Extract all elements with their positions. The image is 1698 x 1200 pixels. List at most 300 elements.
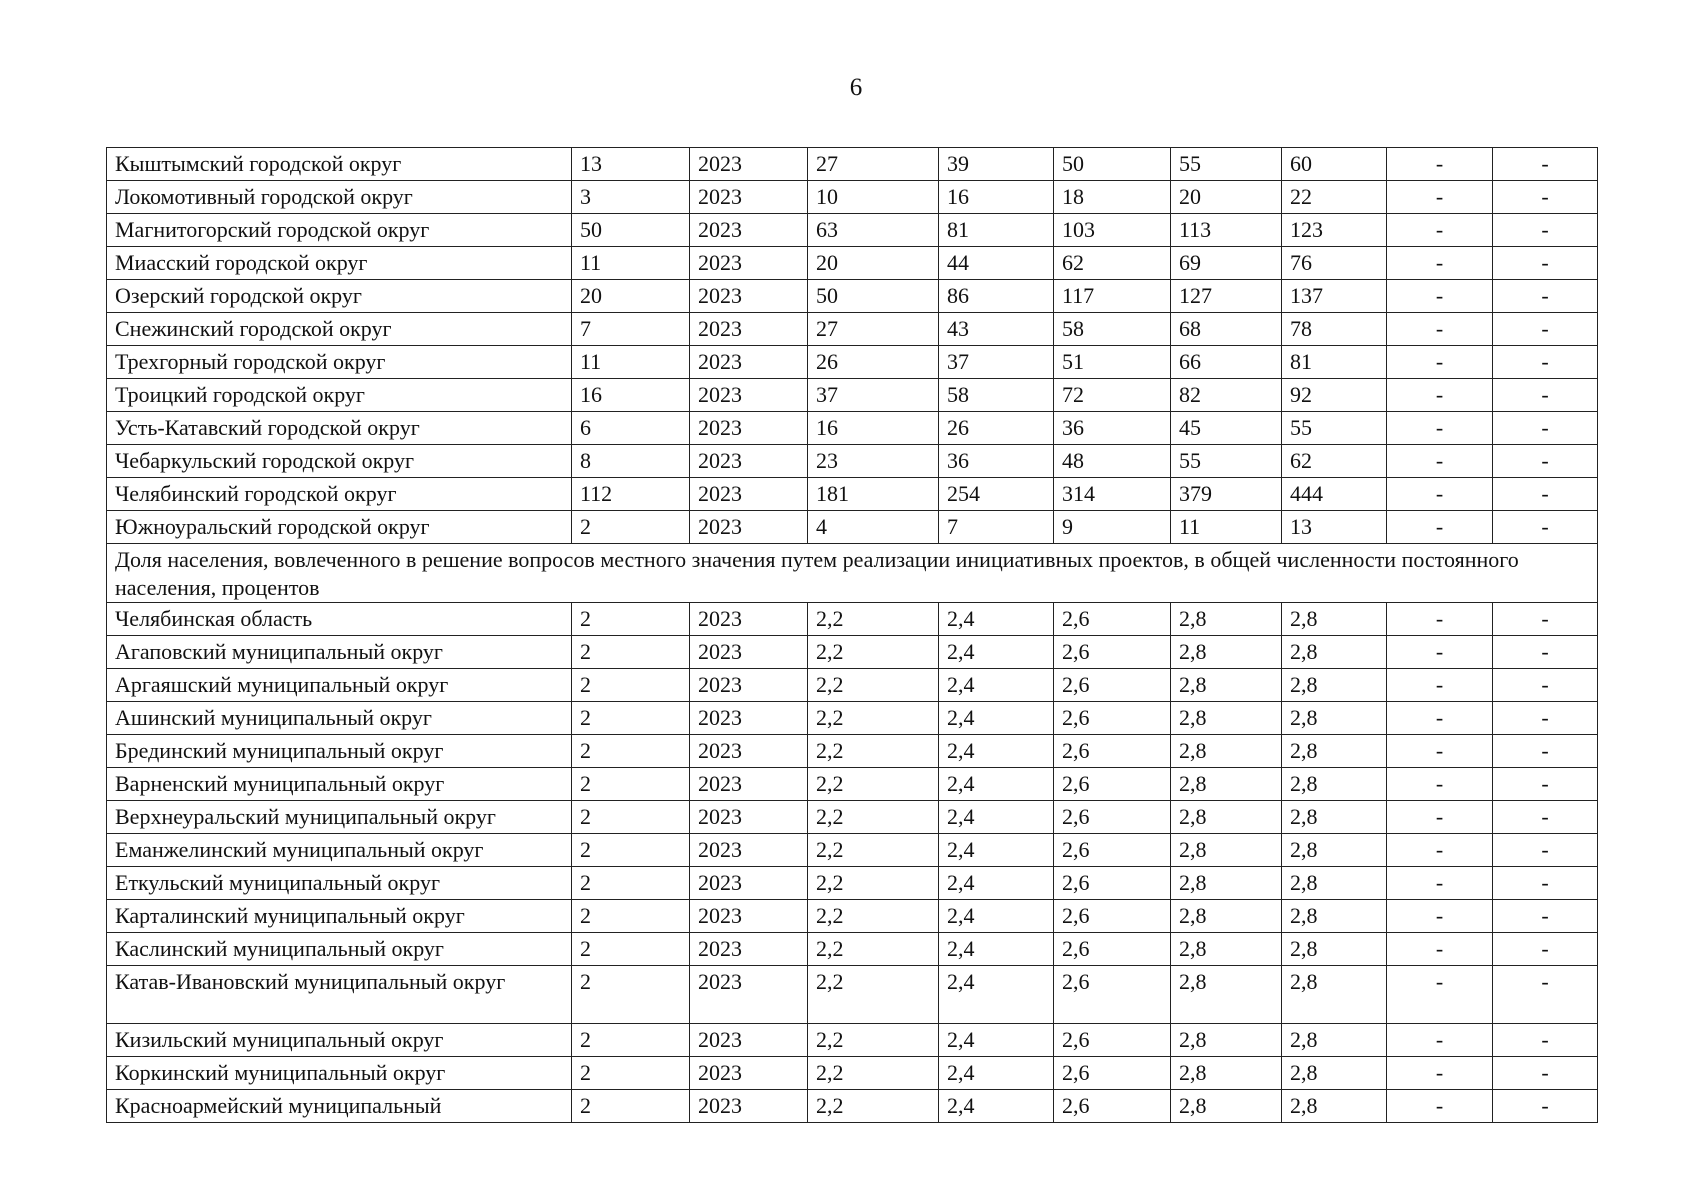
value-cell-5: 13: [1282, 511, 1387, 544]
section-header-row: [107, 544, 1598, 603]
value-cell-2: 36: [939, 445, 1054, 478]
dash-cell-1: -: [1387, 445, 1493, 478]
territory-name-cell: Агаповский муниципальный округ: [107, 636, 572, 669]
value-cell-3: 117: [1054, 280, 1171, 313]
dash-cell-1: -: [1387, 801, 1493, 834]
value-cell-4: 2,8: [1171, 834, 1282, 867]
value-cell-2: 43: [939, 313, 1054, 346]
value-cell-5: 22: [1282, 181, 1387, 214]
dash-cell-2: -: [1493, 412, 1598, 445]
value-cell-4: 2,8: [1171, 768, 1282, 801]
base-value-cell: 2: [572, 702, 690, 735]
page-number: 6: [849, 74, 863, 101]
value-cell-5: 2,8: [1282, 834, 1387, 867]
dash-cell-2: -: [1493, 445, 1598, 478]
value-cell-4: 55: [1171, 445, 1282, 478]
table-row: [107, 214, 1598, 247]
value-cell-5: 78: [1282, 313, 1387, 346]
base-year-cell: 2023: [690, 412, 808, 445]
dash-cell-1: -: [1387, 768, 1493, 801]
territory-name-cell: Троицкий городской округ: [107, 379, 572, 412]
value-cell-2: 2,4: [939, 933, 1054, 966]
value-cell-3: 58: [1054, 313, 1171, 346]
value-cell-2: 86: [939, 280, 1054, 313]
value-cell-1: 20: [808, 247, 939, 280]
base-year-cell: 2023: [690, 478, 808, 511]
dash-cell-2: -: [1493, 768, 1598, 801]
base-year-cell: 2023: [690, 280, 808, 313]
dash-cell-1: -: [1387, 1024, 1493, 1057]
base-year-cell: 2023: [690, 834, 808, 867]
dash-cell-2: -: [1493, 214, 1598, 247]
value-cell-1: 2,2: [808, 702, 939, 735]
dash-cell-1: -: [1387, 313, 1493, 346]
table-row: [107, 280, 1598, 313]
value-cell-4: 379: [1171, 478, 1282, 511]
value-cell-3: 72: [1054, 379, 1171, 412]
table-row: [107, 636, 1598, 669]
value-cell-1: 2,2: [808, 603, 939, 636]
base-year-cell: 2023: [690, 801, 808, 834]
territory-name-cell: Карталинский муниципальный округ: [107, 900, 572, 933]
value-cell-2: 2,4: [939, 867, 1054, 900]
value-cell-3: 50: [1054, 148, 1171, 181]
value-cell-5: 76: [1282, 247, 1387, 280]
value-cell-5: 2,8: [1282, 1057, 1387, 1090]
table-row: [107, 412, 1598, 445]
territory-name-cell: Ашинский муниципальный округ: [107, 702, 572, 735]
dash-cell-1: -: [1387, 636, 1493, 669]
dash-cell-2: -: [1493, 346, 1598, 379]
value-cell-1: 2,2: [808, 1057, 939, 1090]
territory-name-cell: Озерский городской округ: [107, 280, 572, 313]
table-body: [107, 148, 1598, 1123]
dash-cell-1: -: [1387, 933, 1493, 966]
dash-cell-2: -: [1493, 603, 1598, 636]
base-year-cell: 2023: [690, 181, 808, 214]
value-cell-2: 2,4: [939, 603, 1054, 636]
value-cell-1: 23: [808, 445, 939, 478]
section-title: Доля населения, вовлеченного в решение вопросов местного значения путем реализации инициативных проектов, в общей численности постоянного населения, процентов: [107, 544, 1598, 603]
territory-name-cell: Кыштымский городской округ: [107, 148, 572, 181]
value-cell-3: 2,6: [1054, 1024, 1171, 1057]
base-year-cell: 2023: [690, 933, 808, 966]
base-value-cell: 2: [572, 735, 690, 768]
dash-cell-2: -: [1493, 181, 1598, 214]
territory-name-cell: Красноармейский муниципальный: [107, 1090, 572, 1123]
territory-name-cell: Коркинский муниципальный округ: [107, 1057, 572, 1090]
table-row: [107, 445, 1598, 478]
dash-cell-2: -: [1493, 867, 1598, 900]
value-cell-5: 92: [1282, 379, 1387, 412]
base-value-cell: 13: [572, 148, 690, 181]
value-cell-5: 60: [1282, 148, 1387, 181]
dash-cell-1: -: [1387, 966, 1493, 1024]
base-year-cell: 2023: [690, 1024, 808, 1057]
value-cell-2: 2,4: [939, 702, 1054, 735]
value-cell-3: 2,6: [1054, 669, 1171, 702]
value-cell-4: 55: [1171, 148, 1282, 181]
value-cell-2: 16: [939, 181, 1054, 214]
value-cell-4: 2,8: [1171, 867, 1282, 900]
value-cell-3: 314: [1054, 478, 1171, 511]
value-cell-2: 58: [939, 379, 1054, 412]
value-cell-3: 2,6: [1054, 834, 1171, 867]
dash-cell-2: -: [1493, 702, 1598, 735]
dash-cell-1: -: [1387, 478, 1493, 511]
value-cell-3: 2,6: [1054, 900, 1171, 933]
table-row: [107, 966, 1598, 1024]
value-cell-5: 137: [1282, 280, 1387, 313]
value-cell-4: 2,8: [1171, 1057, 1282, 1090]
value-cell-2: 2,4: [939, 1090, 1054, 1123]
value-cell-4: 82: [1171, 379, 1282, 412]
value-cell-4: 2,8: [1171, 702, 1282, 735]
base-year-cell: 2023: [690, 445, 808, 478]
value-cell-4: 45: [1171, 412, 1282, 445]
base-value-cell: 2: [572, 636, 690, 669]
dash-cell-1: -: [1387, 702, 1493, 735]
value-cell-2: 2,4: [939, 735, 1054, 768]
base-year-cell: 2023: [690, 702, 808, 735]
value-cell-4: 113: [1171, 214, 1282, 247]
base-year-cell: 2023: [690, 669, 808, 702]
value-cell-2: 254: [939, 478, 1054, 511]
value-cell-3: 2,6: [1054, 1057, 1171, 1090]
table-row: [107, 1024, 1598, 1057]
base-value-cell: 50: [572, 214, 690, 247]
dash-cell-1: -: [1387, 834, 1493, 867]
value-cell-2: 2,4: [939, 801, 1054, 834]
base-value-cell: 16: [572, 379, 690, 412]
territory-name-cell: Чебаркульский городской округ: [107, 445, 572, 478]
base-year-cell: 2023: [690, 867, 808, 900]
value-cell-1: 50: [808, 280, 939, 313]
base-year-cell: 2023: [690, 313, 808, 346]
table-row: [107, 346, 1598, 379]
value-cell-2: 26: [939, 412, 1054, 445]
value-cell-2: 2,4: [939, 636, 1054, 669]
value-cell-5: 2,8: [1282, 702, 1387, 735]
value-cell-5: 2,8: [1282, 636, 1387, 669]
table-row: [107, 801, 1598, 834]
territory-name-cell: Локомотивный городской округ: [107, 181, 572, 214]
value-cell-2: 81: [939, 214, 1054, 247]
value-cell-3: 2,6: [1054, 801, 1171, 834]
base-year-cell: 2023: [690, 966, 808, 1024]
dash-cell-2: -: [1493, 933, 1598, 966]
value-cell-1: 10: [808, 181, 939, 214]
value-cell-3: 2,6: [1054, 636, 1171, 669]
value-cell-3: 18: [1054, 181, 1171, 214]
value-cell-5: 62: [1282, 445, 1387, 478]
value-cell-1: 2,2: [808, 801, 939, 834]
dash-cell-1: -: [1387, 412, 1493, 445]
base-value-cell: 20: [572, 280, 690, 313]
base-year-cell: 2023: [690, 379, 808, 412]
value-cell-3: 9: [1054, 511, 1171, 544]
value-cell-1: 2,2: [808, 834, 939, 867]
value-cell-3: 2,6: [1054, 933, 1171, 966]
table-row: [107, 247, 1598, 280]
base-value-cell: 8: [572, 445, 690, 478]
dash-cell-1: -: [1387, 867, 1493, 900]
value-cell-2: 7: [939, 511, 1054, 544]
territory-name-cell: Катав-Ивановский муниципальный округ: [107, 966, 572, 1024]
value-cell-1: 2,2: [808, 1090, 939, 1123]
value-cell-4: 2,8: [1171, 1024, 1282, 1057]
table-row: [107, 933, 1598, 966]
value-cell-1: 2,2: [808, 966, 939, 1024]
value-cell-2: 2,4: [939, 768, 1054, 801]
base-year-cell: 2023: [690, 735, 808, 768]
base-year-cell: 2023: [690, 768, 808, 801]
dash-cell-2: -: [1493, 313, 1598, 346]
value-cell-2: 2,4: [939, 669, 1054, 702]
value-cell-2: 39: [939, 148, 1054, 181]
value-cell-1: 16: [808, 412, 939, 445]
base-year-cell: 2023: [690, 247, 808, 280]
value-cell-1: 2,2: [808, 867, 939, 900]
table-row: [107, 834, 1598, 867]
territory-name-cell: Миасский городской округ: [107, 247, 572, 280]
value-cell-3: 36: [1054, 412, 1171, 445]
dash-cell-2: -: [1493, 1090, 1598, 1123]
dash-cell-2: -: [1493, 669, 1598, 702]
table-row: [107, 379, 1598, 412]
base-value-cell: 2: [572, 669, 690, 702]
territory-name-cell: Кизильский муниципальный округ: [107, 1024, 572, 1057]
value-cell-4: 2,8: [1171, 636, 1282, 669]
territory-name-cell: Аргаяшский муниципальный округ: [107, 669, 572, 702]
territory-name-cell: Челябинская область: [107, 603, 572, 636]
table-row: [107, 1057, 1598, 1090]
value-cell-3: 62: [1054, 247, 1171, 280]
table-row: [107, 478, 1598, 511]
base-value-cell: 11: [572, 346, 690, 379]
value-cell-5: 2,8: [1282, 900, 1387, 933]
base-year-cell: 2023: [690, 636, 808, 669]
dash-cell-2: -: [1493, 280, 1598, 313]
value-cell-1: 26: [808, 346, 939, 379]
territory-name-cell: Еткульский муниципальный округ: [107, 867, 572, 900]
dash-cell-2: -: [1493, 478, 1598, 511]
value-cell-2: 2,4: [939, 900, 1054, 933]
dash-cell-2: -: [1493, 379, 1598, 412]
value-cell-1: 2,2: [808, 768, 939, 801]
value-cell-4: 2,8: [1171, 801, 1282, 834]
base-value-cell: 2: [572, 867, 690, 900]
dash-cell-2: -: [1493, 1057, 1598, 1090]
territory-name-cell: Варненский муниципальный округ: [107, 768, 572, 801]
value-cell-1: 2,2: [808, 933, 939, 966]
territory-name-cell: Каслинский муниципальный округ: [107, 933, 572, 966]
value-cell-5: 2,8: [1282, 966, 1387, 1024]
table-row: [107, 900, 1598, 933]
value-cell-5: 2,8: [1282, 801, 1387, 834]
dash-cell-1: -: [1387, 900, 1493, 933]
base-year-cell: 2023: [690, 511, 808, 544]
value-cell-5: 2,8: [1282, 735, 1387, 768]
value-cell-5: 2,8: [1282, 603, 1387, 636]
dash-cell-1: -: [1387, 247, 1493, 280]
base-year-cell: 2023: [690, 214, 808, 247]
base-value-cell: 2: [572, 900, 690, 933]
value-cell-4: 66: [1171, 346, 1282, 379]
base-value-cell: 6: [572, 412, 690, 445]
value-cell-5: 2,8: [1282, 867, 1387, 900]
dash-cell-2: -: [1493, 966, 1598, 1024]
value-cell-3: 2,6: [1054, 735, 1171, 768]
base-value-cell: 2: [572, 966, 690, 1024]
indicators-table: [106, 147, 1598, 1123]
dash-cell-2: -: [1493, 511, 1598, 544]
value-cell-4: 2,8: [1171, 669, 1282, 702]
value-cell-3: 2,6: [1054, 702, 1171, 735]
territory-name-cell: Магнитогорский городской округ: [107, 214, 572, 247]
value-cell-3: 2,6: [1054, 966, 1171, 1024]
base-value-cell: 2: [572, 768, 690, 801]
value-cell-1: 2,2: [808, 1024, 939, 1057]
table-row: [107, 735, 1598, 768]
base-year-cell: 2023: [690, 346, 808, 379]
value-cell-4: 2,8: [1171, 900, 1282, 933]
value-cell-1: 63: [808, 214, 939, 247]
base-year-cell: 2023: [690, 1090, 808, 1123]
value-cell-4: 2,8: [1171, 966, 1282, 1024]
value-cell-4: 2,8: [1171, 603, 1282, 636]
dash-cell-1: -: [1387, 280, 1493, 313]
value-cell-3: 103: [1054, 214, 1171, 247]
territory-name-cell: Брединский муниципальный округ: [107, 735, 572, 768]
dash-cell-2: -: [1493, 1024, 1598, 1057]
territory-name-cell: Южноуральский городской округ: [107, 511, 572, 544]
table-row: [107, 603, 1598, 636]
dash-cell-1: -: [1387, 1057, 1493, 1090]
dash-cell-1: -: [1387, 735, 1493, 768]
value-cell-1: 27: [808, 313, 939, 346]
dash-cell-2: -: [1493, 900, 1598, 933]
base-year-cell: 2023: [690, 603, 808, 636]
territory-name-cell: Трехгорный городской округ: [107, 346, 572, 379]
dash-cell-1: -: [1387, 669, 1493, 702]
dash-cell-1: -: [1387, 1090, 1493, 1123]
value-cell-2: 2,4: [939, 966, 1054, 1024]
base-year-cell: 2023: [690, 900, 808, 933]
value-cell-4: 127: [1171, 280, 1282, 313]
value-cell-5: 55: [1282, 412, 1387, 445]
table-row: [107, 181, 1598, 214]
base-value-cell: 2: [572, 1057, 690, 1090]
dash-cell-1: -: [1387, 214, 1493, 247]
value-cell-2: 37: [939, 346, 1054, 379]
territory-name-cell: Челябинский городской округ: [107, 478, 572, 511]
value-cell-4: 68: [1171, 313, 1282, 346]
value-cell-5: 2,8: [1282, 933, 1387, 966]
dash-cell-1: -: [1387, 603, 1493, 636]
value-cell-4: 11: [1171, 511, 1282, 544]
value-cell-2: 2,4: [939, 1057, 1054, 1090]
table-row: [107, 702, 1598, 735]
value-cell-4: 2,8: [1171, 933, 1282, 966]
territory-name-cell: Усть-Катавский городской округ: [107, 412, 572, 445]
value-cell-4: 20: [1171, 181, 1282, 214]
base-value-cell: 2: [572, 511, 690, 544]
base-value-cell: 2: [572, 801, 690, 834]
base-value-cell: 2: [572, 933, 690, 966]
value-cell-5: 123: [1282, 214, 1387, 247]
dash-cell-2: -: [1493, 247, 1598, 280]
table-row: [107, 867, 1598, 900]
value-cell-1: 2,2: [808, 636, 939, 669]
base-value-cell: 7: [572, 313, 690, 346]
base-value-cell: 2: [572, 1024, 690, 1057]
value-cell-5: 2,8: [1282, 669, 1387, 702]
value-cell-3: 2,6: [1054, 1090, 1171, 1123]
table-row: [107, 313, 1598, 346]
table-row: [107, 1090, 1598, 1123]
dash-cell-2: -: [1493, 801, 1598, 834]
table-row: [107, 148, 1598, 181]
table-row: [107, 669, 1598, 702]
base-value-cell: 112: [572, 478, 690, 511]
dash-cell-2: -: [1493, 834, 1598, 867]
value-cell-2: 44: [939, 247, 1054, 280]
base-value-cell: 2: [572, 834, 690, 867]
value-cell-1: 27: [808, 148, 939, 181]
base-year-cell: 2023: [690, 1057, 808, 1090]
value-cell-4: 2,8: [1171, 1090, 1282, 1123]
dash-cell-1: -: [1387, 511, 1493, 544]
value-cell-5: 2,8: [1282, 1090, 1387, 1123]
value-cell-5: 444: [1282, 478, 1387, 511]
value-cell-2: 2,4: [939, 834, 1054, 867]
value-cell-5: 81: [1282, 346, 1387, 379]
dash-cell-1: -: [1387, 346, 1493, 379]
value-cell-4: 2,8: [1171, 735, 1282, 768]
dash-cell-2: -: [1493, 636, 1598, 669]
dash-cell-1: -: [1387, 148, 1493, 181]
value-cell-1: 2,2: [808, 900, 939, 933]
dash-cell-1: -: [1387, 181, 1493, 214]
value-cell-1: 4: [808, 511, 939, 544]
base-year-cell: 2023: [690, 148, 808, 181]
value-cell-4: 69: [1171, 247, 1282, 280]
territory-name-cell: Верхнеуральский муниципальный округ: [107, 801, 572, 834]
value-cell-3: 2,6: [1054, 603, 1171, 636]
dash-cell-1: -: [1387, 379, 1493, 412]
value-cell-3: 51: [1054, 346, 1171, 379]
value-cell-5: 2,8: [1282, 768, 1387, 801]
table-row: [107, 511, 1598, 544]
territory-name-cell: Еманжелинский муниципальный округ: [107, 834, 572, 867]
value-cell-2: 2,4: [939, 1024, 1054, 1057]
value-cell-3: 2,6: [1054, 867, 1171, 900]
value-cell-5: 2,8: [1282, 1024, 1387, 1057]
table-row: [107, 768, 1598, 801]
value-cell-3: 2,6: [1054, 768, 1171, 801]
dash-cell-2: -: [1493, 148, 1598, 181]
value-cell-1: 2,2: [808, 669, 939, 702]
value-cell-3: 48: [1054, 445, 1171, 478]
base-value-cell: 2: [572, 603, 690, 636]
territory-name-cell: Снежинский городской округ: [107, 313, 572, 346]
base-value-cell: 11: [572, 247, 690, 280]
base-value-cell: 3: [572, 181, 690, 214]
base-value-cell: 2: [572, 1090, 690, 1123]
dash-cell-2: -: [1493, 735, 1598, 768]
value-cell-1: 37: [808, 379, 939, 412]
